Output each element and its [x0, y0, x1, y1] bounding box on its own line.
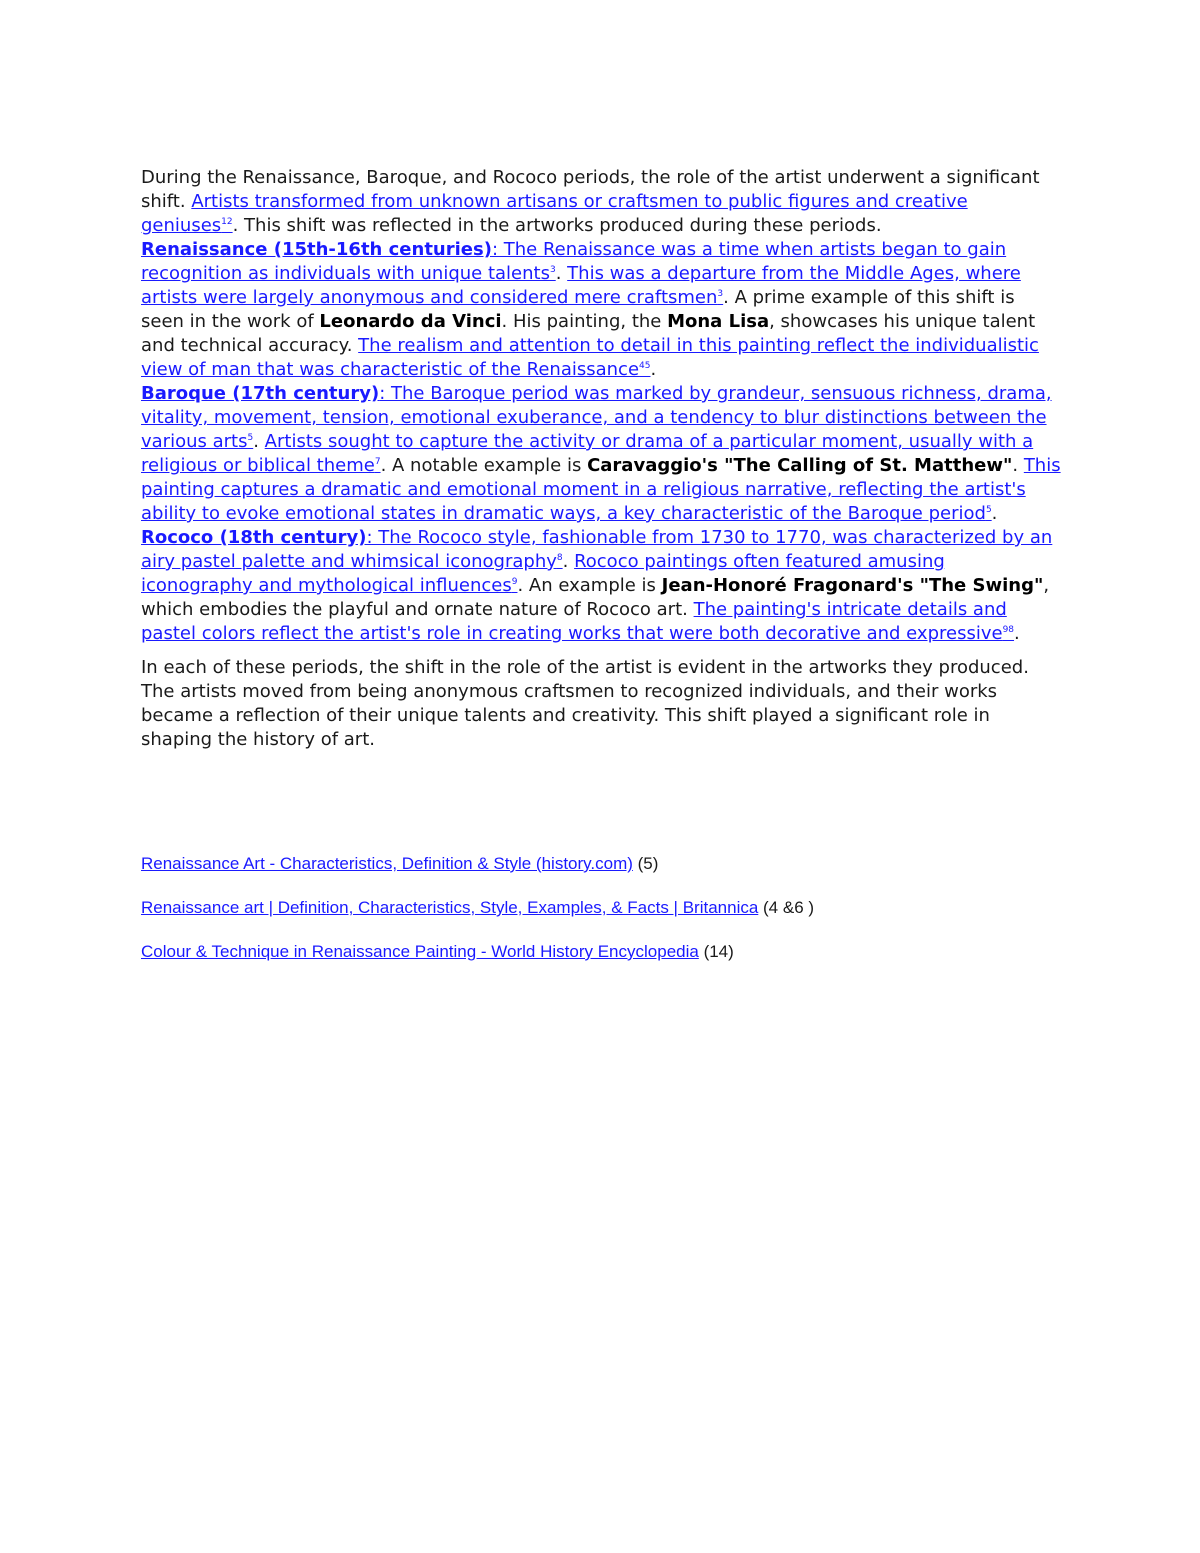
baroque-heading: Baroque (17th century) [141, 383, 380, 404]
intro-link-text: Artists transformed from unknown artisans or craftsmen to public figures and creative geniuses [141, 191, 968, 236]
source-note: (14) [698, 942, 734, 961]
text-run: , showcases his unique talent and technical accuracy. [141, 311, 1036, 356]
text-run: . [1012, 455, 1024, 476]
artwork-title: Jean-Honoré Fragonard's "The Swing" [661, 575, 1044, 596]
text-run: . A prime example of this shift is seen in the work of [141, 287, 1015, 332]
renaissance-paragraph [141, 238, 1061, 382]
source-note: (4 &6 ) [758, 898, 815, 917]
text-run: . An example is [517, 575, 662, 596]
closing-paragraph: In each of these periods, the shift in the role of the artist is evident in the artworks they produced. The artists moved from being anonymous craftsmen to recognized individuals, and their works became a reflection of their unique talents and creativity. This shift played a significant role in shaping the history of art. [141, 657, 1029, 750]
text-run: . [562, 551, 575, 572]
baroque-link-text-2: Artists sought to capture the activity or drama of a particular moment, usually with a religious or biblical theme [141, 431, 1034, 476]
source-item [141, 940, 1061, 964]
document-body [141, 166, 1061, 752]
text-run: . [1014, 623, 1020, 644]
intro-text-end: . This shift was reflected in the artworks produced during these periods. [232, 215, 882, 236]
source-link-britannica[interactable]: Renaissance art | Definition, Characteristics, Style, Examples, & Facts | Britannica [141, 898, 759, 917]
renaissance-link-text-3: The realism and attention to detail in this painting reflect the individualistic view of man that was characteristic of the Renaissance [141, 335, 1039, 380]
text-run: , which embodies the playful and ornate nature of Rococo art. [141, 575, 1050, 620]
source-note: (5) [632, 854, 659, 873]
footnote-ref: 98 [1002, 625, 1015, 635]
footnote-ref: 8 [556, 553, 563, 563]
rococo-paragraph [141, 526, 1061, 646]
source-item [141, 852, 1061, 876]
intro-paragraph [141, 166, 1061, 238]
baroque-paragraph [141, 382, 1061, 526]
rococo-heading: Rococo (18th century) [141, 527, 367, 548]
footnote-ref: 12 [221, 217, 233, 227]
footnote-ref: 5 [985, 505, 992, 515]
renaissance-heading: Renaissance (15th-16th centuries) [141, 239, 492, 260]
rococo-link-text-2: Rococo paintings often featured amusing iconography and mythological influences [141, 551, 945, 596]
footnote-ref: 7 [374, 457, 381, 467]
source-item [141, 896, 1061, 920]
artwork-title: Mona Lisa [667, 311, 770, 332]
text-run: . [555, 263, 568, 284]
source-link-history[interactable]: Renaissance Art - Characteristics, Definition & Style (history.com) [141, 854, 633, 873]
intro-text: During the Renaissance, Baroque, and Rococo periods, the role of the artist underwent a significant shift. [141, 167, 1040, 212]
footnote-ref: 5 [247, 433, 254, 443]
text-run: . His painting, the [501, 311, 668, 332]
artist-name: Leonardo da Vinci [319, 311, 502, 332]
footnote-ref: 3 [549, 265, 556, 275]
text-run: . [991, 503, 998, 524]
baroque-link-text-3: This painting captures a dramatic and emotional moment in a religious narrative, reflecting the artist's ability to evoke emotional states in dramatic ways, a key characteristic of the Baroque period [141, 455, 1061, 524]
footnote-ref: 9 [511, 577, 518, 587]
footnote-ref: 45 [639, 361, 651, 371]
sources-list [141, 852, 1061, 984]
text-run: . [650, 359, 657, 380]
text-run: . A notable example is [380, 455, 588, 476]
artwork-title: Caravaggio's "The Calling of St. Matthew" [587, 455, 1013, 476]
rococo-link-text: : The Rococo style, fashionable from 1730 to 1770, was characterized by an airy pastel palette and whimsical iconography [141, 527, 1053, 572]
source-link-world-history[interactable]: Colour & Technique in Renaissance Painting - World History Encyclopedia [141, 942, 699, 961]
rococo-link-text-3: The painting's intricate details and pastel colors reflect the artist's role in creating works that were both decorative and expressive [141, 599, 1007, 644]
renaissance-link-text: : The Renaissance was a time when artists began to gain recognition as individuals with unique talents [141, 239, 1007, 284]
text-run: . [253, 431, 265, 452]
baroque-link-text: : The Baroque period was marked by grandeur, sensuous richness, drama, vitality, movement, tension, emotional exuberance, and a tendency to blur distinctions between the various arts [141, 383, 1052, 452]
footnote-ref: 3 [717, 289, 724, 299]
renaissance-link-text-2: This was a departure from the Middle Ages, where artists were largely anonymous and considered mere craftsmen [141, 263, 1021, 308]
